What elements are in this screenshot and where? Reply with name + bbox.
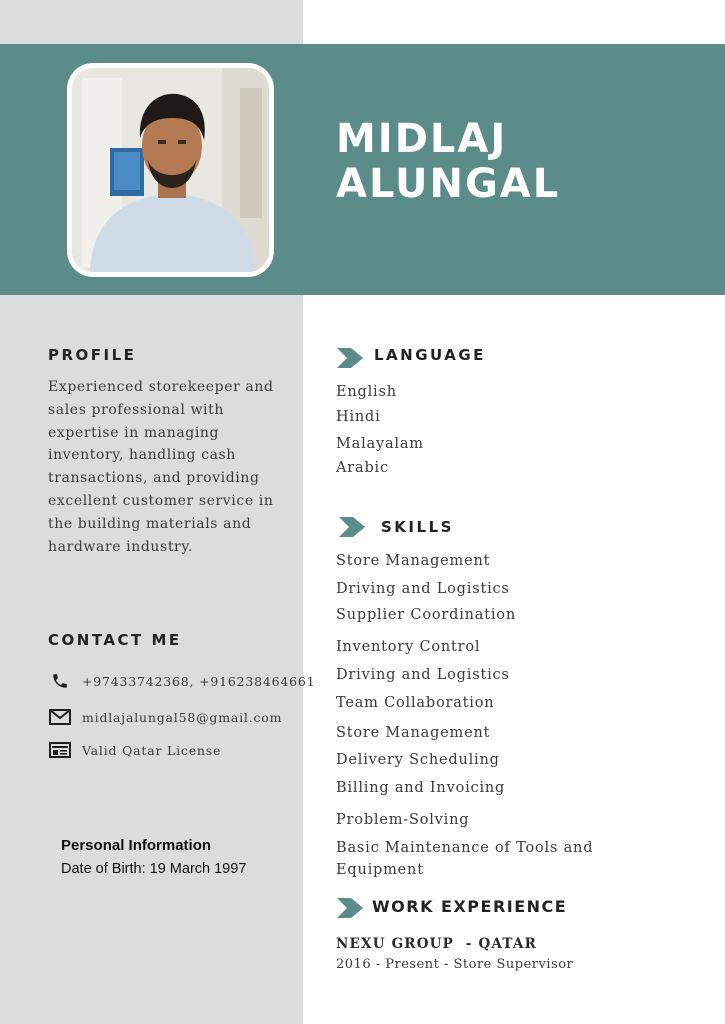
skill-item: Equipment [336,862,424,878]
language-item: Arabic [336,460,389,476]
skill-item: Store Management [336,725,491,741]
mail-icon [48,707,72,727]
skill-item: Basic Maintenance of Tools and [336,840,594,856]
license-card-icon [48,740,72,760]
skills-chevron-icon [339,517,365,537]
skill-item: Delivery Scheduling [336,752,500,768]
work-heading: WORK EXPERIENCE [372,897,568,916]
language-heading: LANGUAGE [374,346,486,364]
person-portrait-illustration [72,68,269,272]
contact-email: midlajalungal58@gmail.com [82,709,283,725]
language-item: English [336,384,397,400]
contact-phone-row [48,671,315,691]
profile-photo [72,68,269,272]
skill-item: Supplier Coordination [336,607,516,623]
personal-info-dob: Date of Birth: 19 March 1997 [61,861,247,877]
work-chevron-icon [337,898,363,918]
language-chevron-icon [337,348,363,368]
skill-item: Inventory Control [336,639,481,655]
skills-heading: SKILLS [381,518,454,536]
name-last: ALUNGAL [336,161,561,207]
phone-icon [48,671,72,691]
skill-item: Driving and Logistics [336,667,510,683]
language-item: Hindi [336,409,381,425]
candidate-name [336,117,696,207]
personal-info-heading: Personal Information [61,837,212,854]
contact-heading: CONTACT ME [48,631,182,649]
profile-text: Experienced storekeeper and sales professional with expertise in managing inventory, handling cash transactions, and providing excellent customer service in the building materials and hardware industry. [48,379,274,555]
job-company: NEXU GROUP - QATAR [336,936,538,952]
contact-phone: +97433742368, +916238464661 [82,673,316,689]
skill-item: Team Collaboration [336,695,495,711]
skill-item: Driving and Logistics [336,581,510,597]
skill-item: Billing and Invoicing [336,780,506,796]
name-first: MIDLAJ [336,116,508,162]
skill-item: Problem-Solving [336,812,470,828]
contact-license: Valid Qatar License [82,742,222,758]
skill-item: Store Management [336,553,491,569]
language-item: Malayalam [336,436,424,452]
contact-email-row [48,707,282,727]
contact-license-row [48,740,221,760]
profile-heading: PROFILE [48,346,137,364]
profile-photo-frame [67,63,274,277]
job-role: 2016 - Present - Store Supervisor [336,957,574,972]
